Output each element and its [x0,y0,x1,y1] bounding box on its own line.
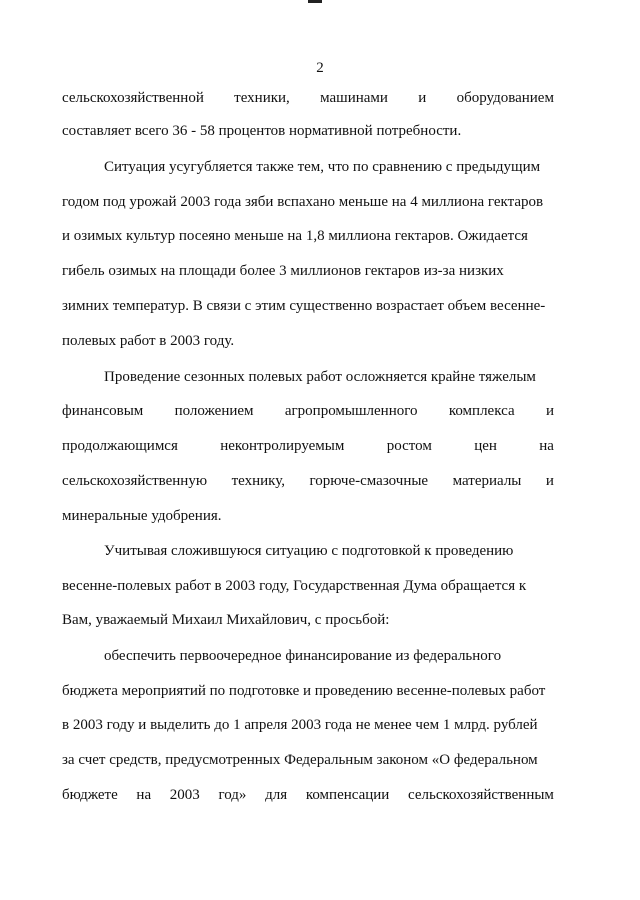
word: агропромышленного [284,403,418,419]
word: и [545,403,554,419]
word: сельскохозяйственную [62,473,208,489]
word: материалы [452,473,522,489]
word: и [545,473,554,489]
paragraph-5-line-1: обеспечить первоочередное финансирование из федерального [104,648,502,664]
word: сельскохозяйственным [408,787,554,803]
word: техники, [234,90,290,106]
paragraph-3-line-1: Проведение сезонных полевых работ осложняется крайне тяжелым [104,369,536,385]
word: 2003 [169,787,200,803]
paragraph-4-line-3: Вам, уважаемый Михаил Михайлович, с просьбой: [62,612,390,628]
paragraph-2-line-1: Ситуация усугубляется также тем, что по сравнению с предыдущим [104,159,541,175]
word: и [418,90,427,106]
word: технику, [231,473,285,489]
paragraph-1-line-2: составляет всего 36 - 58 процентов нормативной потребности. [62,123,462,139]
word: сельскохозяйственной [62,90,204,106]
word: горюче-смазочные [309,473,429,489]
word: машинами [320,90,388,106]
word: для [265,787,288,803]
word: цен [474,438,497,454]
word: год» [218,787,247,803]
word: на [539,438,554,454]
paragraph-5-line-5 [62,785,554,805]
word: комплекса [448,403,515,419]
paragraph-2-line-6: полевых работ в 2003 году. [62,333,235,349]
paragraph-5-line-3: в 2003 году и выделить до 1 апреля 2003 года не менее чем 1 млрд. рублей [62,717,538,733]
paragraph-5-line-2: бюджета мероприятий по подготовке и проведению весенне-полевых работ [62,683,546,699]
paragraph-3-line-5: минеральные удобрения. [62,508,222,524]
paragraph-3-line-2 [62,401,554,421]
paragraph-1-line-1 [62,88,554,108]
word: ростом [386,438,432,454]
paragraph-4-line-1: Учитывая сложившуюся ситуацию с подготовкой к проведению [104,543,514,559]
word: бюджете [62,787,118,803]
word: продолжающимся [62,438,178,454]
word: компенсации [305,787,390,803]
word: неконтролируемым [220,438,345,454]
word: финансовым [62,403,144,419]
paragraph-3-line-4 [62,471,554,491]
word: на [136,787,152,803]
paragraph-2-line-5: зимних температур. В связи с этим существенно возрастает объем весенне- [62,298,546,314]
paragraph-3-line-3 [62,436,554,456]
page-number: 2 [316,60,324,76]
word: оборудованием [456,90,554,106]
page-top-mark [308,0,322,3]
word: положением [174,403,254,419]
paragraph-2-line-2: годом под урожай 2003 года зяби вспахано меньше на 4 миллиона гектаров [62,194,544,210]
paragraph-2-line-3: и озимых культур посеяно меньше на 1,8 миллиона гектаров. Ожидается [62,228,528,244]
paragraph-2-line-4: гибель озимых на площади более 3 миллионов гектаров из-за низких [62,263,504,279]
paragraph-4-line-2: весенне-полевых работ в 2003 году, Государственная Дума обращается к [62,578,527,594]
paragraph-5-line-4: за счет средств, предусмотренных Федеральным законом «О федеральном [62,752,538,768]
